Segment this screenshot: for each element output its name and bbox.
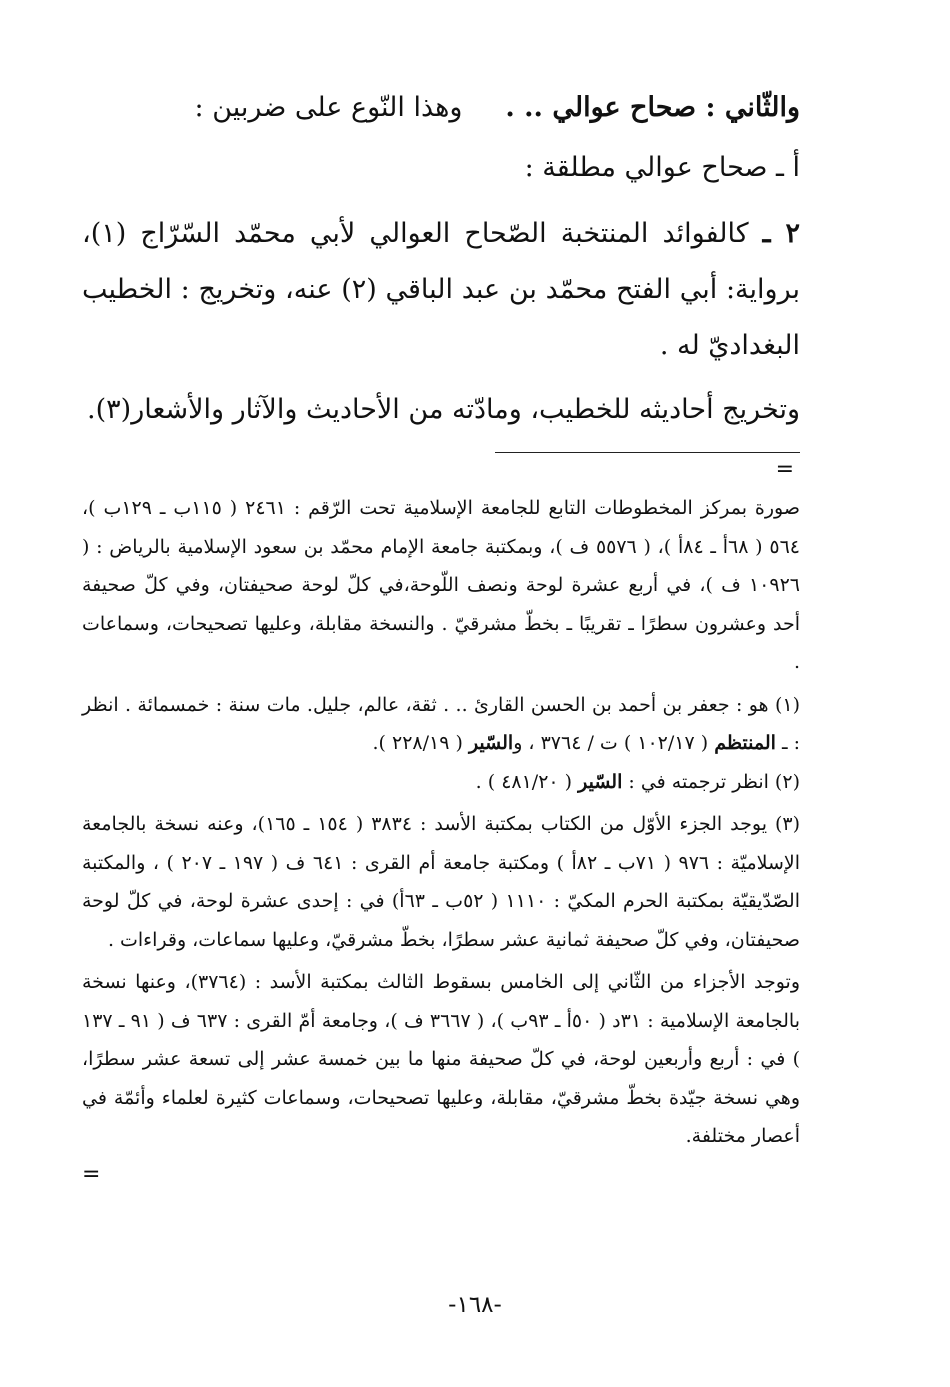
page-number: -١٦٨- [448, 1292, 502, 1318]
footnote-2-book: السّير [578, 770, 623, 793]
footnote-1 [82, 686, 800, 763]
section-heading [82, 80, 800, 136]
footnote-1-book-2: السّير [468, 732, 514, 754]
footnote-1-book-1: المنتظم [714, 732, 776, 754]
footnote-2-text-c: ( ٤٨١/٢٠ ) . [475, 770, 579, 793]
footnotes [82, 489, 800, 1156]
heading-rest: وهذا النّوع على ضربين : [194, 92, 463, 123]
entry-text: كالفوائد المنتخبة الصّحاح العوالي لأبي محمّد السّرّاج (١)، برواية: أبي الفتح محمّد بن عبد الباقي (٢) عنه، وتخريج : الخطيب البغداديّ له . [82, 218, 800, 361]
footnote-3-continued: وتوجد الأجزاء من الثّاني إلى الخامس بسقوط الثالث بمكتبة الأسد : (٣٧٦٤)، وعنها نسخة بالجامعة الإسلامية : ٣١د ( ٥٠أ ـ ٩٣ب )، ( ٣٦٦٧ ف )، وجامعة أمّ القرى : ٦٣٧ ف ( ٩١ ـ ١٣٧ ) في : أربع وأربعين لوحة، في كلّ صحيفة منها ما بين خمسة عشر إلى تسعة عشر سطرًا، وهي نسخة جيّدة بخطّ مشرقيّ، مقابلة، وعليها تصحيحات، وسماعات كثيرة لعلماء وأئمّة في أعصار مختلفة. [82, 971, 800, 1147]
footnote-1-text-c: ( ١٠٢/١٧ ) ت / ٣٧٦٤ ، و [513, 732, 715, 754]
main-text [82, 80, 800, 438]
footnote-2 [82, 763, 800, 802]
entry-paragraph [82, 206, 800, 374]
footnote-1-text-a: (١) هو : جعفر بن أحمد بن الحسن القارئ .. . ثقة، عالم، جليل. مات سنة : خمسمائة . انظر : ـ [82, 693, 800, 754]
continuation-mark-bottom: = [82, 1161, 101, 1187]
footnote-separator [495, 452, 800, 453]
footnote-continuation: صورة بمركز المخطوطات التابع للجامعة الإسلامية تحت الرّقم : ٢٤٦١ ( ١١٥ب ـ ١٢٩ب )، ٥٦٤ ( ٦٨أ ـ ٨٤أ )، ( ٥٥٧٦ ف )، وبمكتبة جامعة الإمام محمّد بن سعود الإسلامية بالرياض : ( ١٠٩٢٦ ف )، في أربع عشرة لوحة ونصف اللّوحة،في كلّ لوحة صحيفتان، وفي كلّ صحيفة أحد وعشرون سطرًا ـ تقريبًا ـ بخطّ مشرقيّ . والنسخة مقابلة، وعليها تصحيحات، وسماعات . [82, 497, 800, 673]
footnote-3: (٣) يوجد الجزء الأوّل من الكتاب بمكتبة الأسد : ٣٨٣٤ ( ١٥٤ ـ ١٦٥)، وعنه نسخة بالجامعة الإسلاميّة : ٩٧٦ ( ٧١ب ـ ٨٢أ ) ومكتبة جامعة أم القرى : ٦٤١ ف ( ١٩٧ ـ ٢٠٧ ) ، والمكتبة الصّدّيقيّة بمكتبة الحرم المكيّ : ١١١٠ ( ٥٢ب ـ ٦٣أ) في : إحدى عشرة لوحة، في كلّ لوحة صحيفتان، وفي كلّ صحيفة ثمانية عشر سطرًا، بخطّ مشرقيّ، وعليها سماعات، وقراءات . [82, 813, 801, 951]
footnote-1-text-d: ( ٢٢٨/١٩ ). [372, 732, 469, 754]
heading-bold: والثّاني : صحاح عوالي .. . [505, 92, 800, 123]
footnote-2-text-a: (٢) انظر ترجمته في : [622, 770, 800, 793]
body-paragraph: وتخريج أحاديثه للخطيب، ومادّته من الأحاديث والآثار والأشعار(٣). [87, 394, 800, 425]
subheading: أ ـ صحاح عوالي مطلقة : [524, 152, 800, 183]
entry-number: ٢ ـ [762, 218, 800, 249]
continuation-mark-top: = [775, 457, 794, 482]
